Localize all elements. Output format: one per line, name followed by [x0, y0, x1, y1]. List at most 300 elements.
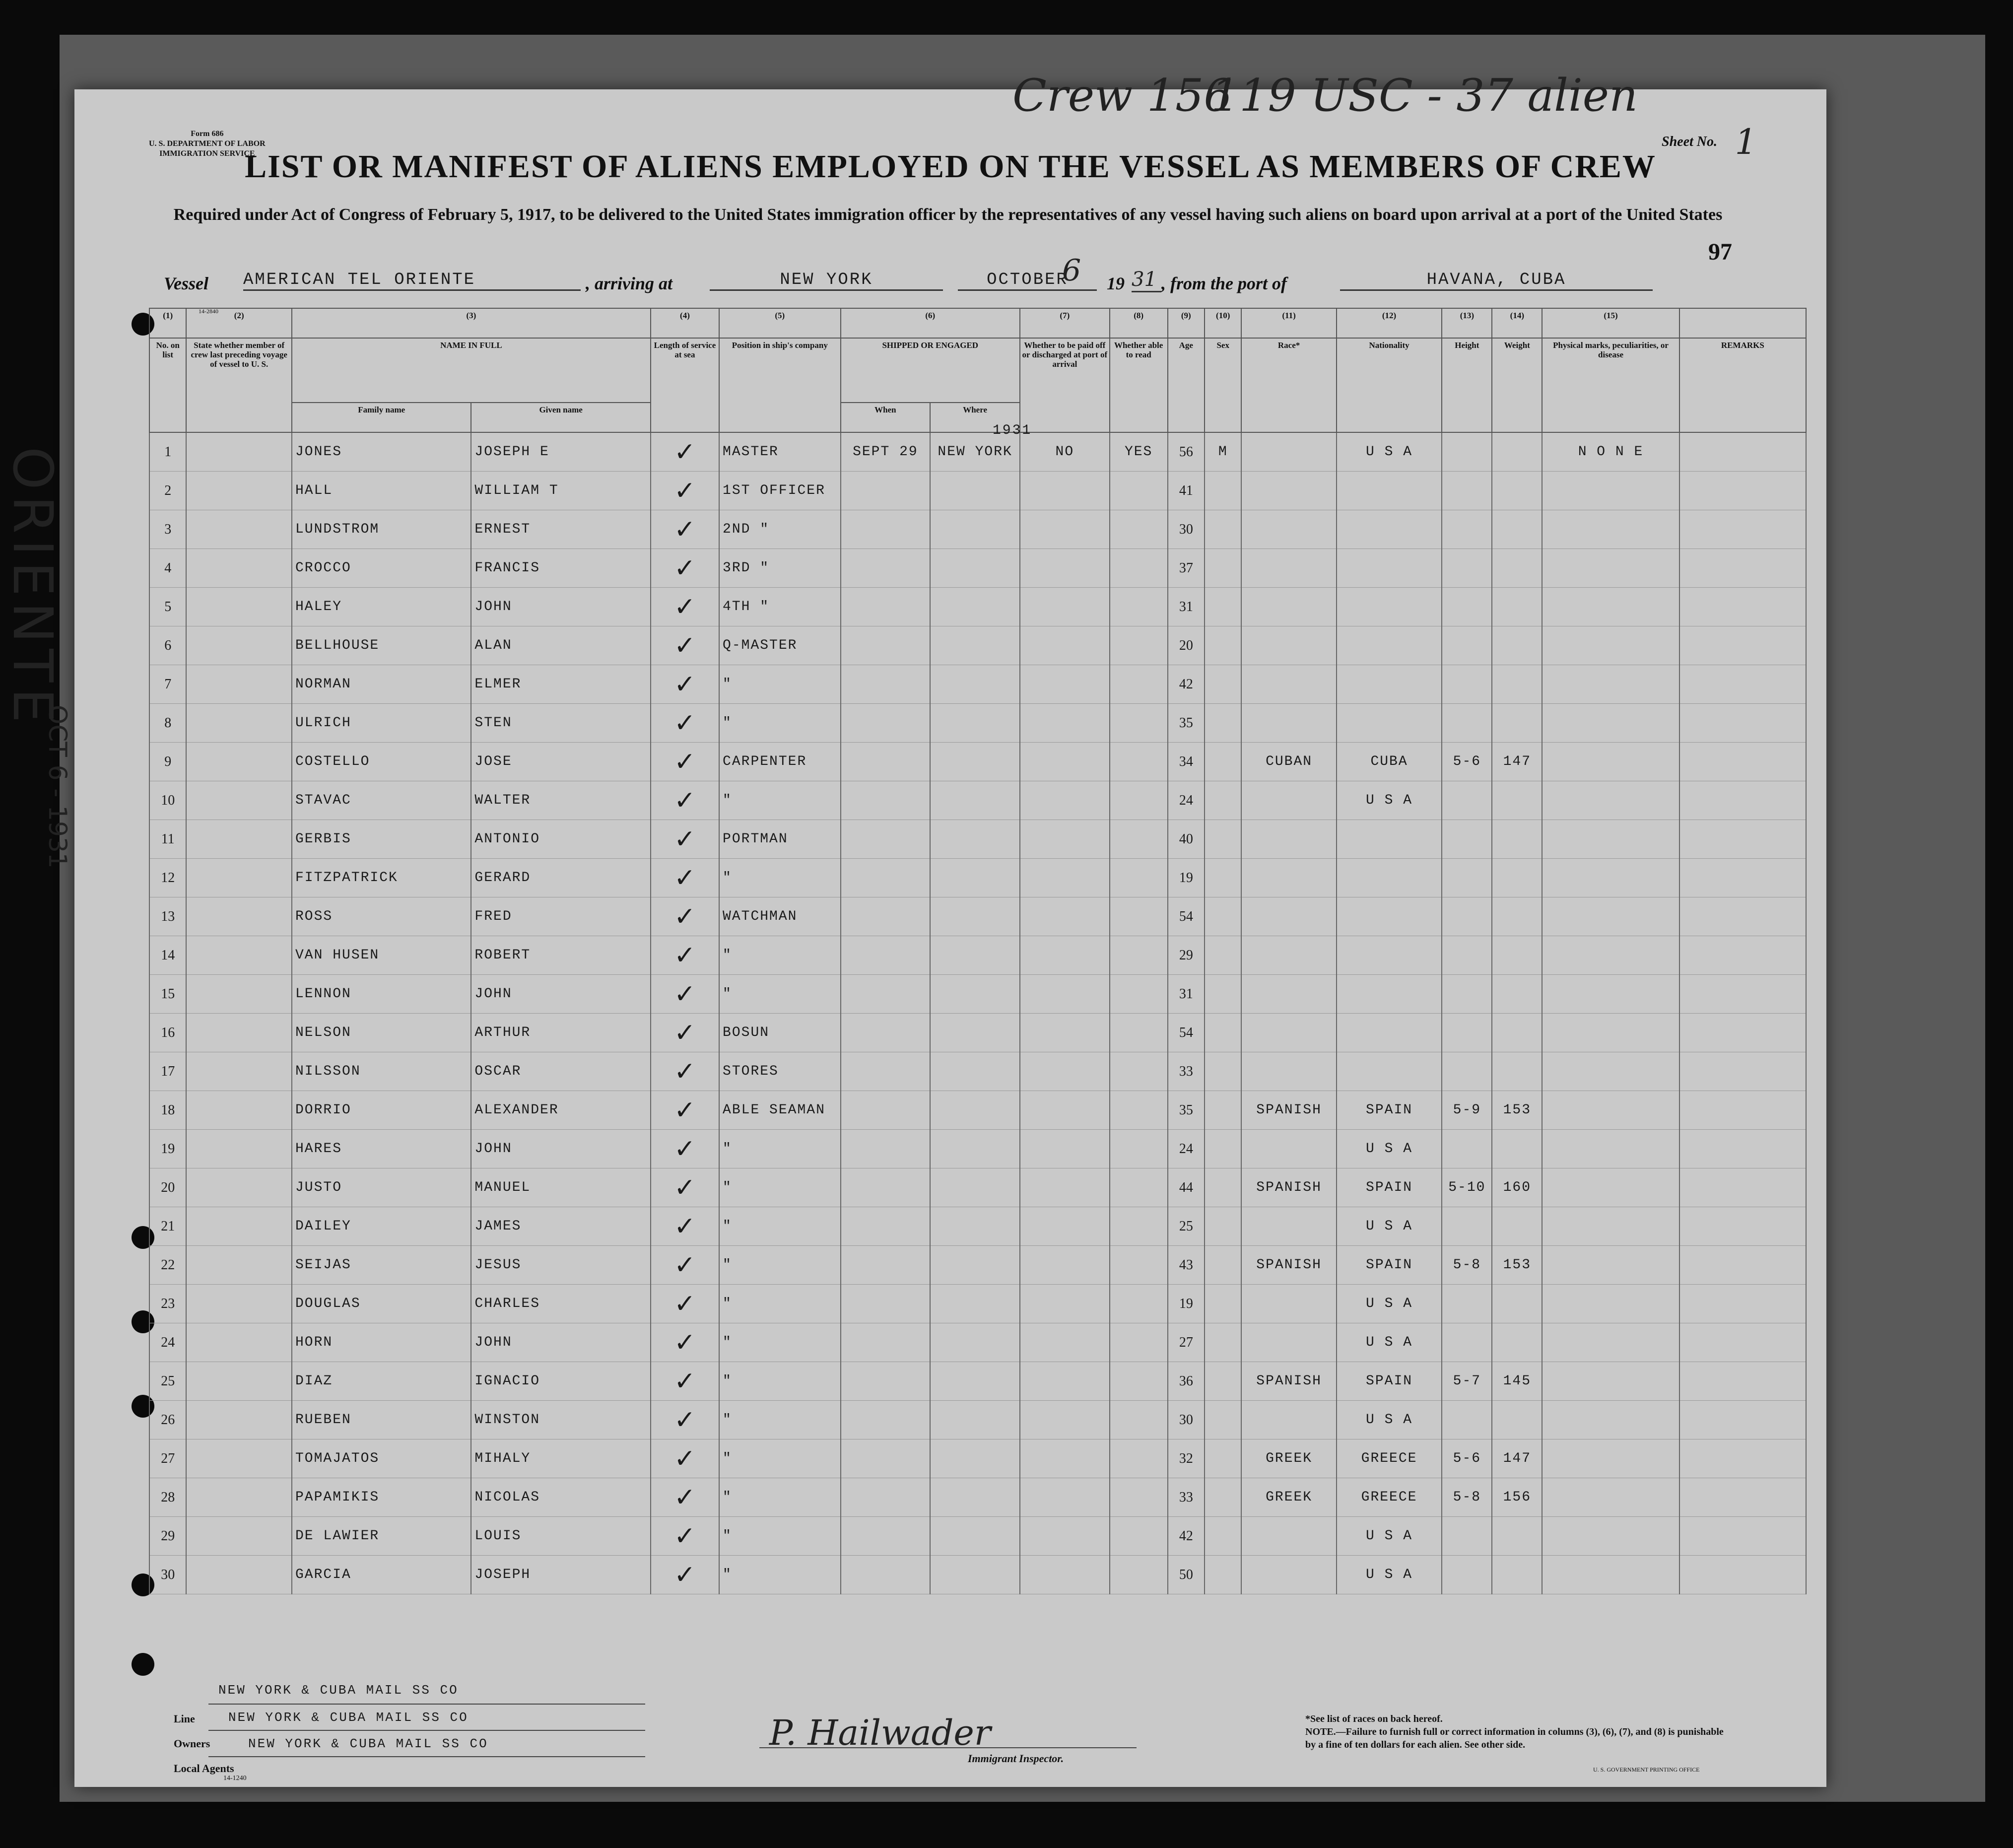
- position-cell: ": [719, 1285, 841, 1323]
- physical-marks-cell: [1542, 588, 1679, 626]
- sex-cell: [1205, 1207, 1241, 1246]
- nationality-cell: U S A: [1337, 1323, 1442, 1362]
- row-number-cell: 4: [149, 549, 186, 588]
- shipped-when-cell: [841, 1246, 931, 1285]
- table-row: [149, 897, 1806, 936]
- height-cell: [1442, 781, 1492, 820]
- race-cell: [1241, 1130, 1336, 1168]
- col13-header: Height: [1442, 338, 1492, 432]
- position-cell: 4TH ": [719, 588, 841, 626]
- height-cell: [1442, 1285, 1492, 1323]
- family-name-cell: HALEY: [292, 588, 471, 626]
- nationality-cell: SPAIN: [1337, 1246, 1442, 1285]
- remarks-cell: [1679, 1439, 1806, 1478]
- table-row: [149, 1556, 1806, 1594]
- family-name-cell: HARES: [292, 1130, 471, 1168]
- height-cell: [1442, 588, 1492, 626]
- shipped-where-cell: [930, 510, 1020, 549]
- age-cell: 31: [1168, 588, 1205, 626]
- given-name-cell: ALAN: [471, 626, 650, 665]
- given-name-cell: WILLIAM T: [471, 472, 650, 510]
- age-cell: 31: [1168, 975, 1205, 1014]
- paid-off-cell: [1020, 472, 1110, 510]
- family-name-cell: FITZPATRICK: [292, 859, 471, 897]
- table-row: [149, 1401, 1806, 1439]
- remarks-cell: [1679, 1285, 1806, 1323]
- family-name-cell: GARCIA: [292, 1556, 471, 1594]
- position-cell: ": [719, 1362, 841, 1401]
- age-cell: 33: [1168, 1478, 1205, 1517]
- nationality-cell: U S A: [1337, 781, 1442, 820]
- height-cell: [1442, 859, 1492, 897]
- inspector-label: Immigrant Inspector.: [968, 1752, 1064, 1765]
- row-number-cell: 22: [149, 1246, 186, 1285]
- height-cell: [1442, 1517, 1492, 1556]
- race-cell: GREEK: [1241, 1478, 1336, 1517]
- service-check-cell: ✓: [651, 1091, 719, 1130]
- service-check-cell: ✓: [651, 936, 719, 975]
- physical-marks-cell: [1542, 472, 1679, 510]
- col14-header: Weight: [1492, 338, 1542, 432]
- row-number-cell: 28: [149, 1478, 186, 1517]
- remarks-cell: [1679, 1478, 1806, 1517]
- sex-cell: [1205, 1323, 1241, 1362]
- physical-marks-cell: [1542, 781, 1679, 820]
- col12-header: Nationality: [1337, 338, 1442, 432]
- able-to-read-cell: [1110, 1014, 1168, 1052]
- prev-voyage-cell: [186, 704, 292, 743]
- weight-cell: [1492, 472, 1542, 510]
- remarks-cell: [1679, 1246, 1806, 1285]
- prev-voyage-cell: [186, 1130, 292, 1168]
- physical-marks-cell: [1542, 1439, 1679, 1478]
- penalty-note: NOTE.—Failure to furnish full or correct information in columns (3), (6), (7), and (8) is punishable by a fine of ten dollars for each alien. See other side.: [1305, 1726, 1724, 1750]
- given-name-cell: JOHN: [471, 1323, 650, 1362]
- nationality-cell: U S A: [1337, 1130, 1442, 1168]
- arriving-label: , arriving at: [586, 274, 673, 293]
- prev-voyage-cell: [186, 472, 292, 510]
- physical-marks-cell: [1542, 1556, 1679, 1594]
- sex-cell: [1205, 665, 1241, 704]
- col16-header: REMARKS: [1679, 338, 1806, 432]
- shipped-when-cell: SEPT 29: [841, 432, 931, 472]
- position-cell: ": [719, 1246, 841, 1285]
- physical-marks-cell: [1542, 1091, 1679, 1130]
- shipped-where-cell: [930, 472, 1020, 510]
- table-row: [149, 1246, 1806, 1285]
- remarks-cell: [1679, 820, 1806, 859]
- able-to-read-cell: [1110, 1246, 1168, 1285]
- table-row: [149, 1168, 1806, 1207]
- arrival-port: NEW YORK: [710, 271, 943, 291]
- sex-cell: [1205, 626, 1241, 665]
- prev-voyage-cell: [186, 1478, 292, 1517]
- physical-marks-cell: [1542, 820, 1679, 859]
- height-cell: [1442, 510, 1492, 549]
- agents-underline: [208, 1756, 645, 1757]
- given-name-cell: ALEXANDER: [471, 1091, 650, 1130]
- given-name-cell: JOHN: [471, 975, 650, 1014]
- table-row: [149, 743, 1806, 781]
- given-name-cell: JOSEPH E: [471, 432, 650, 472]
- sex-cell: [1205, 549, 1241, 588]
- shipped-when-cell: [841, 1052, 931, 1091]
- agents-value: NEW YORK & CUBA MAIL SS CO: [248, 1736, 488, 1751]
- nationality-cell: U S A: [1337, 1401, 1442, 1439]
- paid-off-cell: [1020, 897, 1110, 936]
- document-title: LIST OR MANIFEST OF ALIENS EMPLOYED ON THE VESSEL AS MEMBERS OF CREW: [245, 148, 1656, 185]
- signature-line: [759, 1747, 1137, 1748]
- age-cell: 42: [1168, 1517, 1205, 1556]
- shipped-where-cell: [930, 975, 1020, 1014]
- position-cell: ": [719, 859, 841, 897]
- physical-marks-cell: [1542, 1246, 1679, 1285]
- crew-table: [149, 308, 1807, 1663]
- physical-marks-cell: [1542, 936, 1679, 975]
- position-cell: ": [719, 1207, 841, 1246]
- race-cell: [1241, 588, 1336, 626]
- prev-voyage-cell: [186, 1091, 292, 1130]
- remarks-cell: [1679, 1362, 1806, 1401]
- race-cell: GREEK: [1241, 1439, 1336, 1478]
- position-cell: CARPENTER: [719, 743, 841, 781]
- table-row: [149, 1091, 1806, 1130]
- able-to-read-cell: [1110, 1517, 1168, 1556]
- table-row: [149, 936, 1806, 975]
- prev-voyage-cell: [186, 1401, 292, 1439]
- shipped-when-cell: [841, 1014, 931, 1052]
- shipped-where-cell: [930, 1052, 1020, 1091]
- family-name-cell: HALL: [292, 472, 471, 510]
- height-cell: [1442, 704, 1492, 743]
- table-row: [149, 1207, 1806, 1246]
- age-cell: 50: [1168, 1556, 1205, 1594]
- table-row: [149, 1439, 1806, 1478]
- age-cell: 56: [1168, 432, 1205, 472]
- able-to-read-cell: [1110, 975, 1168, 1014]
- physical-marks-cell: [1542, 626, 1679, 665]
- shipped-where-cell: [930, 781, 1020, 820]
- col13-num: (13): [1442, 308, 1492, 338]
- nationality-cell: U S A: [1337, 1207, 1442, 1246]
- given-name-cell: ARTHUR: [471, 1014, 650, 1052]
- shipped-when-cell: [841, 820, 931, 859]
- physical-marks-cell: [1542, 1517, 1679, 1556]
- service-check-cell: ✓: [651, 743, 719, 781]
- table-row: [149, 510, 1806, 549]
- weight-cell: [1492, 665, 1542, 704]
- physical-marks-cell: [1542, 1401, 1679, 1439]
- service-check-cell: ✓: [651, 432, 719, 472]
- sex-cell: [1205, 1052, 1241, 1091]
- family-name-cell: TOMAJATOS: [292, 1439, 471, 1478]
- prev-voyage-cell: [186, 1556, 292, 1594]
- remarks-cell: [1679, 1130, 1806, 1168]
- paid-off-cell: [1020, 1401, 1110, 1439]
- position-cell: ": [719, 1401, 841, 1439]
- given-name-cell: ELMER: [471, 665, 650, 704]
- position-cell: STORES: [719, 1052, 841, 1091]
- family-name-cell: STAVAC: [292, 781, 471, 820]
- position-cell: ": [719, 1556, 841, 1594]
- from-port: HAVANA, CUBA: [1340, 271, 1653, 291]
- prev-voyage-cell: [186, 549, 292, 588]
- printing-office: U. S. GOVERNMENT PRINTING OFFICE: [1593, 1766, 1700, 1773]
- sex-cell: [1205, 936, 1241, 975]
- prev-voyage-cell: [186, 1168, 292, 1207]
- able-to-read-cell: [1110, 1285, 1168, 1323]
- row-number-cell: 8: [149, 704, 186, 743]
- shipped-when-cell: [841, 1091, 931, 1130]
- table-row: [149, 820, 1806, 859]
- height-cell: [1442, 1556, 1492, 1594]
- able-to-read-cell: [1110, 665, 1168, 704]
- col3-num: (3): [292, 308, 651, 338]
- shipped-where-cell: [930, 1517, 1020, 1556]
- height-cell: 5-6: [1442, 1439, 1492, 1478]
- paid-off-cell: [1020, 1478, 1110, 1517]
- row-number-cell: 30: [149, 1556, 186, 1594]
- row-number-cell: 27: [149, 1439, 186, 1478]
- prev-voyage-cell: [186, 1285, 292, 1323]
- col4-num: (4): [651, 308, 719, 338]
- remarks-cell: [1679, 897, 1806, 936]
- shipped-when-cell: [841, 859, 931, 897]
- height-cell: [1442, 549, 1492, 588]
- row-number-cell: 29: [149, 1517, 186, 1556]
- remarks-cell: [1679, 936, 1806, 975]
- table-row: [149, 665, 1806, 704]
- col16-num: [1679, 308, 1806, 338]
- service-check-cell: ✓: [651, 1478, 719, 1517]
- sheet-number-value: 1: [1735, 122, 1757, 162]
- weight-cell: [1492, 781, 1542, 820]
- row-number-cell: 17: [149, 1052, 186, 1091]
- nationality-cell: [1337, 549, 1442, 588]
- prev-voyage-cell: [186, 665, 292, 704]
- position-cell: ": [719, 1478, 841, 1517]
- sex-cell: [1205, 1285, 1241, 1323]
- age-cell: 20: [1168, 626, 1205, 665]
- able-to-read-cell: [1110, 1168, 1168, 1207]
- physical-marks-cell: [1542, 665, 1679, 704]
- family-name-cell: JONES: [292, 432, 471, 472]
- paid-off-cell: [1020, 1207, 1110, 1246]
- nationality-cell: U S A: [1337, 432, 1442, 472]
- physical-marks-cell: [1542, 1052, 1679, 1091]
- able-to-read-cell: [1110, 472, 1168, 510]
- race-cell: SPANISH: [1241, 1168, 1336, 1207]
- col1-header: No. on list: [149, 338, 186, 432]
- remarks-cell: [1679, 626, 1806, 665]
- table-row: [149, 1362, 1806, 1401]
- year-suffix: 31: [1132, 268, 1161, 292]
- remarks-cell: [1679, 704, 1806, 743]
- nationality-cell: SPAIN: [1337, 1362, 1442, 1401]
- crew-rows: [149, 432, 1806, 1594]
- col1-num: (1): [149, 308, 186, 338]
- height-cell: 5-8: [1442, 1246, 1492, 1285]
- vessel-label: Vessel: [164, 274, 208, 293]
- sex-cell: [1205, 1556, 1241, 1594]
- vessel-name: AMERICAN TEL ORIENTE: [243, 271, 581, 291]
- position-cell: PORTMAN: [719, 820, 841, 859]
- given-name-cell: JOSEPH: [471, 1556, 650, 1594]
- position-cell: ": [719, 781, 841, 820]
- position-cell: ": [719, 1323, 841, 1362]
- col7-header: Whether to be paid off or discharged at port of arrival: [1020, 338, 1110, 432]
- given-name-cell: MANUEL: [471, 1168, 650, 1207]
- weight-cell: [1492, 1323, 1542, 1362]
- remarks-cell: [1679, 432, 1806, 472]
- prev-voyage-cell: [186, 743, 292, 781]
- age-cell: 54: [1168, 1014, 1205, 1052]
- paid-off-cell: [1020, 1052, 1110, 1091]
- form-code: 14-2840: [199, 308, 218, 315]
- weight-cell: 153: [1492, 1091, 1542, 1130]
- position-cell: BOSUN: [719, 1014, 841, 1052]
- shipped-where-cell: [930, 665, 1020, 704]
- weight-cell: [1492, 936, 1542, 975]
- service-check-cell: ✓: [651, 1285, 719, 1323]
- age-cell: 34: [1168, 743, 1205, 781]
- family-name-cell: VAN HUSEN: [292, 936, 471, 975]
- races-note: *See list of races on back hereof.: [1305, 1713, 1443, 1724]
- remarks-cell: [1679, 781, 1806, 820]
- age-cell: 29: [1168, 936, 1205, 975]
- paid-off-cell: [1020, 1556, 1110, 1594]
- agents-code: 14-1240: [223, 1775, 247, 1782]
- race-cell: [1241, 897, 1336, 936]
- weight-cell: [1492, 897, 1542, 936]
- shipped-when-cell: [841, 510, 931, 549]
- table-row: [149, 1014, 1806, 1052]
- prev-voyage-cell: [186, 510, 292, 549]
- row-number-cell: 6: [149, 626, 186, 665]
- able-to-read-cell: [1110, 588, 1168, 626]
- shipped-where-cell: [930, 1556, 1020, 1594]
- family-name-header: Family name: [292, 403, 471, 432]
- able-to-read-cell: [1110, 1207, 1168, 1246]
- race-cell: [1241, 472, 1336, 510]
- paid-off-cell: [1020, 781, 1110, 820]
- col9-num: (9): [1168, 308, 1205, 338]
- owners-value: NEW YORK & CUBA MAIL SS CO: [228, 1710, 469, 1725]
- age-cell: 36: [1168, 1362, 1205, 1401]
- service-check-cell: ✓: [651, 1168, 719, 1207]
- position-cell: 2ND ": [719, 510, 841, 549]
- age-cell: 35: [1168, 704, 1205, 743]
- row-number-cell: 23: [149, 1285, 186, 1323]
- service-check-cell: ✓: [651, 549, 719, 588]
- sex-cell: [1205, 1130, 1241, 1168]
- remarks-cell: [1679, 1517, 1806, 1556]
- physical-marks-cell: [1542, 1362, 1679, 1401]
- nationality-cell: [1337, 588, 1442, 626]
- family-name-cell: PAPAMIKIS: [292, 1478, 471, 1517]
- position-cell: ABLE SEAMAN: [719, 1091, 841, 1130]
- height-cell: [1442, 1323, 1492, 1362]
- weight-cell: 160: [1492, 1168, 1542, 1207]
- sex-cell: [1205, 1246, 1241, 1285]
- age-cell: 44: [1168, 1168, 1205, 1207]
- family-name-cell: CROCCO: [292, 549, 471, 588]
- height-cell: [1442, 936, 1492, 975]
- position-cell: Q-MASTER: [719, 626, 841, 665]
- weight-cell: [1492, 1517, 1542, 1556]
- agents-label: Local Agents: [174, 1762, 234, 1775]
- remarks-cell: [1679, 665, 1806, 704]
- able-to-read-cell: [1110, 1556, 1168, 1594]
- prev-voyage-cell: [186, 820, 292, 859]
- service-check-cell: ✓: [651, 897, 719, 936]
- remarks-cell: [1679, 1091, 1806, 1130]
- family-name-cell: JUSTO: [292, 1168, 471, 1207]
- sex-cell: [1205, 510, 1241, 549]
- weight-cell: 147: [1492, 1439, 1542, 1478]
- family-name-cell: RUEBEN: [292, 1401, 471, 1439]
- given-name-cell: NICOLAS: [471, 1478, 650, 1517]
- prev-voyage-cell: [186, 1362, 292, 1401]
- row-number-cell: 10: [149, 781, 186, 820]
- nationality-cell: [1337, 936, 1442, 975]
- age-cell: 25: [1168, 1207, 1205, 1246]
- able-to-read-cell: YES: [1110, 432, 1168, 472]
- shipped-when-cell: [841, 1401, 931, 1439]
- paid-off-cell: [1020, 1246, 1110, 1285]
- race-cell: [1241, 1323, 1336, 1362]
- service-check-cell: ✓: [651, 1052, 719, 1091]
- shipped-where-cell: [930, 1091, 1020, 1130]
- shipped-where-cell: [930, 1246, 1020, 1285]
- from-port-label: , from the port of: [1161, 274, 1287, 293]
- table-row: [149, 588, 1806, 626]
- service-check-cell: ✓: [651, 1246, 719, 1285]
- shipped-when-cell: [841, 1168, 931, 1207]
- family-name-cell: COSTELLO: [292, 743, 471, 781]
- given-name-cell: JOHN: [471, 588, 650, 626]
- nationality-cell: CUBA: [1337, 743, 1442, 781]
- paid-off-cell: [1020, 588, 1110, 626]
- col8-header: Whether able to read: [1110, 338, 1168, 432]
- shipped-where-cell: [930, 820, 1020, 859]
- paid-off-cell: NO: [1020, 432, 1110, 472]
- paid-off-cell: [1020, 1168, 1110, 1207]
- family-name-cell: NORMAN: [292, 665, 471, 704]
- given-name-cell: ANTONIO: [471, 820, 650, 859]
- position-cell: 1ST OFFICER: [719, 472, 841, 510]
- family-name-cell: DORRIO: [292, 1091, 471, 1130]
- row-number-cell: 25: [149, 1362, 186, 1401]
- physical-marks-cell: [1542, 1168, 1679, 1207]
- prev-voyage-cell: [186, 781, 292, 820]
- row-number-cell: 26: [149, 1401, 186, 1439]
- shipped-where-cell: [930, 897, 1020, 936]
- race-cell: [1241, 432, 1336, 472]
- row-number-cell: 24: [149, 1323, 186, 1362]
- row-number-cell: 16: [149, 1014, 186, 1052]
- row-number-cell: 9: [149, 743, 186, 781]
- prev-voyage-cell: [186, 1052, 292, 1091]
- race-cell: [1241, 1556, 1336, 1594]
- nationality-cell: U S A: [1337, 1517, 1442, 1556]
- height-cell: [1442, 626, 1492, 665]
- col11-num: (11): [1241, 308, 1336, 338]
- col12-num: (12): [1337, 308, 1442, 338]
- table-row: [149, 704, 1806, 743]
- col6-num: (6): [841, 308, 1020, 338]
- paid-off-cell: [1020, 665, 1110, 704]
